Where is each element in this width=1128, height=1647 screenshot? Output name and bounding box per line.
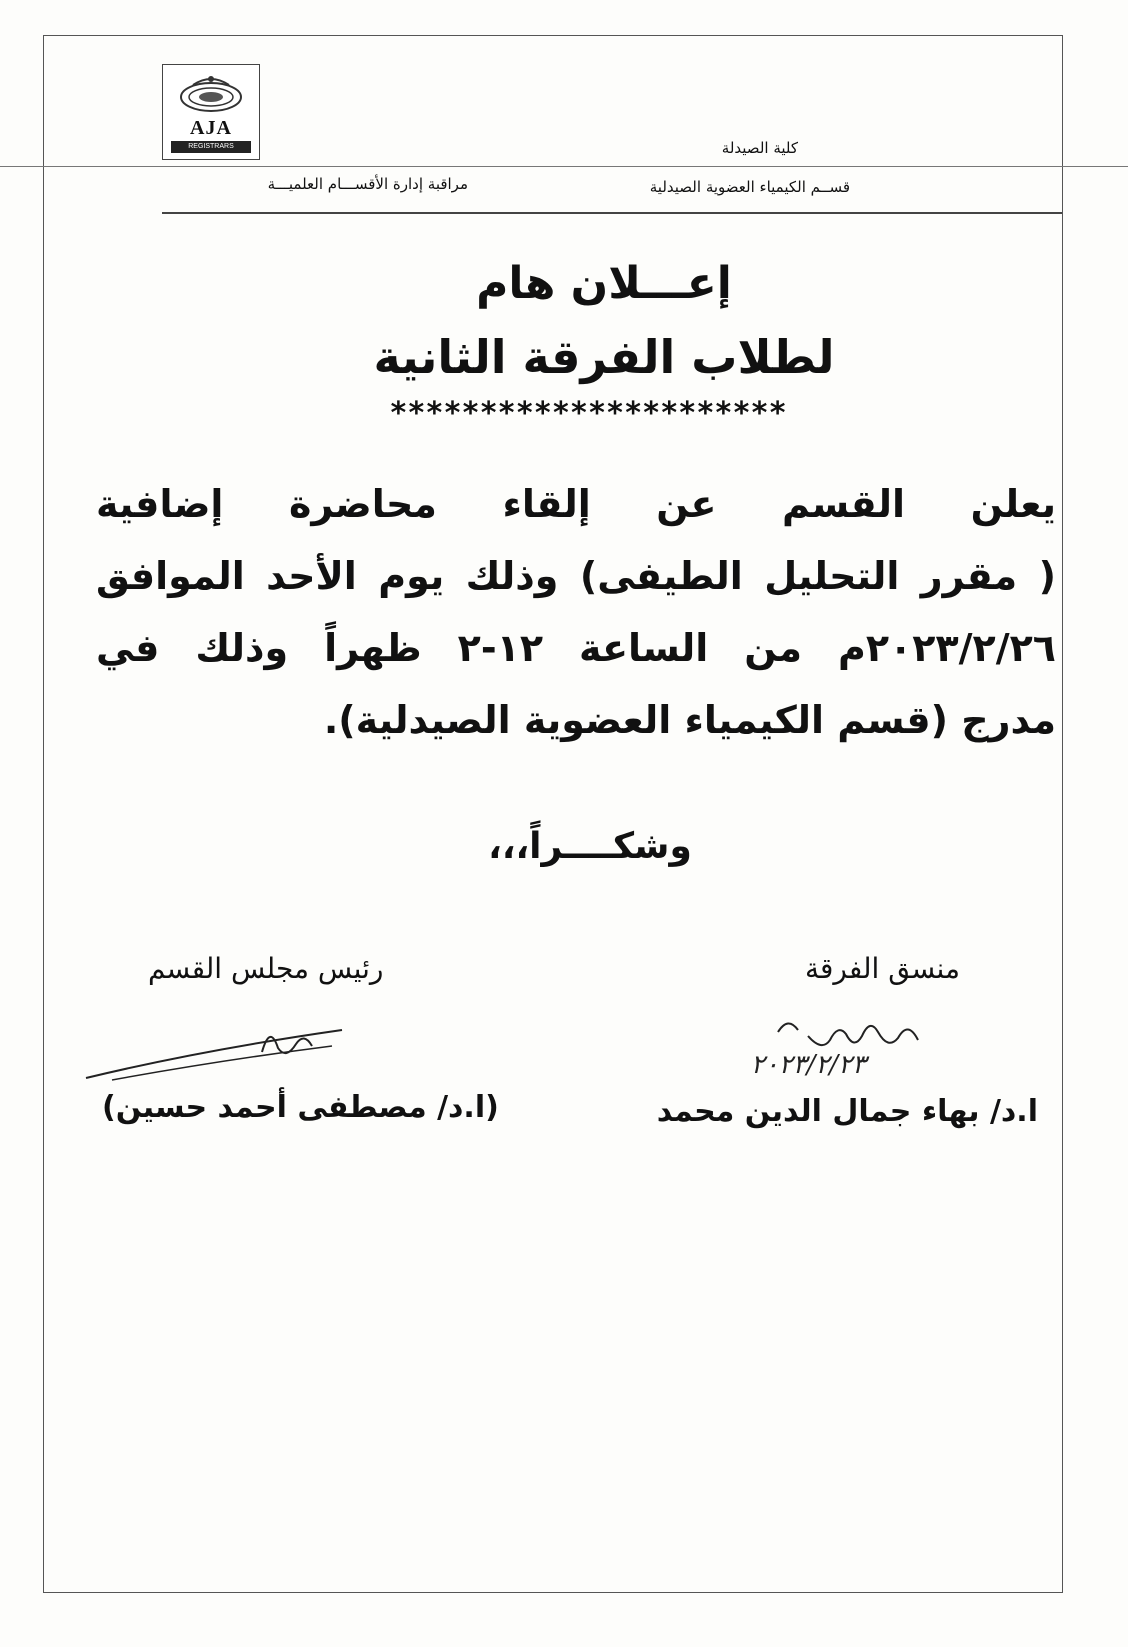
coordinator-title: منسق الفرقة <box>805 952 960 985</box>
faculty-name: كلية الصيدلة <box>721 139 798 157</box>
body-line-2: ( مقرر التحليل الطيفى) وذلك يوم الأحد الموافق <box>96 554 1056 598</box>
announcement-title: إعـــلان هام <box>476 258 732 309</box>
body-line-3: ٢٠٢٣/٢/٢٦م من الساعة ١٢-٢ ظهراً وذلك في <box>96 626 1056 670</box>
council-head-name: (ا.د/ مصطفى أحمد حسين) <box>102 1090 499 1125</box>
body-line-1: يعلن القسم عن إلقاء محاضرة إضافية <box>96 482 1056 526</box>
announcement-body <box>96 468 1056 756</box>
coordinator-name: ا.د/ بهاء جمال الدين محمد <box>656 1094 1038 1129</box>
body-line-4: مدرج (قسم الكيمياء العضوية الصيدلية). <box>323 698 1056 742</box>
logo-subtitle: REGISTRARS <box>171 141 251 153</box>
closing-thanks: وشكــــراً،،، <box>488 826 692 867</box>
aja-registrars-logo <box>162 64 260 160</box>
council-head-title: رئيس مجلس القسم <box>148 952 384 985</box>
office-name: مراقبة إدارة الأقســـام العلميـــة <box>267 175 468 193</box>
council-head-signature <box>82 1020 362 1090</box>
globe-icon <box>173 71 249 117</box>
department-name: قســم الكيمياء العضوية الصيدلية <box>649 178 850 196</box>
stars-divider: ********************** <box>389 396 787 431</box>
handwritten-date: ٢٠٢٣/٢/٢٣ <box>750 1050 866 1080</box>
scan-edge-line <box>0 166 1128 167</box>
logo-brand: AJA <box>190 117 232 139</box>
header-divider <box>162 212 1062 214</box>
announcement-subtitle: لطلاب الفرقة الثانية <box>373 330 835 384</box>
